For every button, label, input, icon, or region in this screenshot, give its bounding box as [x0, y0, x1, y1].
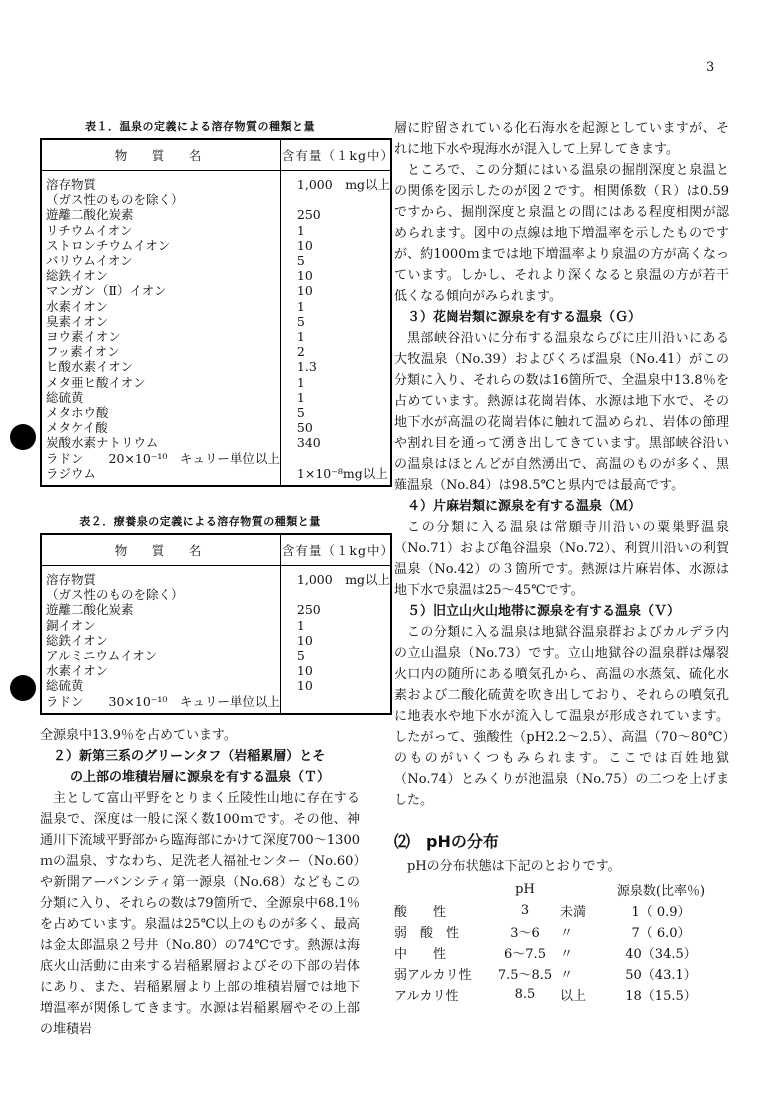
table1-header-name: 物 質 名: [41, 139, 280, 171]
left-paragraph-2: 主として富山平野をとりまく丘陵性山地に存在する温泉で、深度は一般に深く数100ｍです。その他、神通川下流域平野部から臨海部にかけて深度700〜1300ｍの温泉、すなわち、足洗老人福祉センター（No.60）や新開アーバンシティ第一源泉（No.68）などもこの分類に入り、それらの数は79箇所で、全源泉中68.1％を占めています。泉温は25℃以上のものが多く、最高は金太郎温泉２号井（No.80）の74℃です。熱源は海底火山活動に由来する岩稲累層およびその下部の岩体にあり、また、岩稲累層より上部の堆積岩層では地下増温率が関係してきます。水源は岩稲累層やその上部の堆積岩: [40, 790, 360, 1037]
ph-qualifier: 未満: [560, 905, 587, 920]
ph-header-cell: [560, 879, 606, 900]
ph-header-cell: pH: [515, 882, 535, 897]
section-5-heading: ５）旧立山火山地帯に源泉を有する温泉（Ｖ）: [407, 604, 681, 619]
ph-range: 6〜7.5: [504, 947, 546, 962]
ph-range: 8.5: [514, 987, 536, 1002]
table2: [40, 533, 392, 715]
ph-distribution-heading: ⑵ pHの分布: [394, 832, 499, 851]
ph-row: [394, 984, 716, 1005]
ph-row: [394, 942, 716, 963]
ph-count: 1（ 0.9）: [631, 905, 691, 920]
ph-category: 弱 酸 性: [394, 926, 460, 941]
ph-category: 酸 性: [394, 905, 447, 920]
ph-count: 40（34.5）: [625, 947, 697, 962]
ph-intro: pHの分布状態は下記のとおりです。: [407, 859, 621, 874]
right-column: [394, 118, 729, 1005]
right-paragraph-3: 黒部峡谷沿いに分布する温泉ならびに庄川沿いにある大牧温泉（No.39）およびくろば温泉（No.41）がこの分類に入り、それらの数は16箇所で、全温泉中13.8％を占めています。熱源は花崗岩体、水源は地下水で、その地下水が高温の花崗岩体に触れて温められ、岩体の節理や割れ目を通って湧き出してきています。黒部峡谷沿いの温泉はほとんどが自然湧出で、高温のものが多く、黒薙温泉（No.84）は98.5℃と県内では最高です。: [394, 331, 729, 493]
punch-hole: [10, 675, 36, 701]
ph-qualifier: 以上: [560, 989, 587, 1004]
table2-names: 溶存物質 （ガス性のものを除く） 遊離二酸化炭素 銅イオン 総鉄イオン アルミニウムイオン 水素イオン 総硫黄 ラドン 30×10⁻¹⁰ キュリー単位以上: [41, 566, 280, 714]
left-column: [40, 118, 394, 1040]
table1-values: 1,000 mg以上 250 1 10 5 10 10 1 5 1 2 1.3 1 1 5 50 340 1×10⁻⁸mg以上: [296, 177, 391, 481]
ph-qualifier: 〃: [560, 968, 574, 983]
ph-range: 3〜6: [510, 926, 540, 941]
ph-table-header: [394, 879, 716, 900]
ph-table: [394, 879, 716, 1005]
table2-header-name: 物 質 名: [41, 534, 280, 566]
right-paragraph-2: ところで、この分類にはいる温泉の掘削深度と泉温との関係を図示したのが図２です。相関係数（Ｒ）は0.59ですから、掘削深度と泉温との間にはある程度相関が認められます。図中の点線は地下増温率を示したものですが、約1000ｍまでは地下増温率より泉温の方が高くなっています。しかし、それより深くなると泉温の方が若干低くなる傾向がみられます。: [394, 163, 729, 304]
ph-row: [394, 900, 716, 921]
ph-qualifier: 〃: [560, 947, 574, 962]
ph-range: 3: [520, 903, 530, 918]
right-paragraph-5: この分類に入る温泉は地獄谷温泉群およびカルデラ内の立山温泉（No.73）です。立山地獄谷の温泉群は爆裂火口内の随所にある噴気孔から、高温の水蒸気、硫化水素および二酸化硫黄を吹き出しており、それらの噴気孔に地表水や地下水が流入して温泉が形成されています。したがって、強酸性（pH2.2〜2.5）、高温（70〜80℃）のものがいくつもみられます。ここでは百姓地獄（No.74）とみくりが池温泉（No.75）の二つを上げました。: [394, 625, 729, 808]
table2-values: 1,000 mg以上 250 1 10 5 10 10: [296, 572, 391, 694]
ph-qualifier: 〃: [560, 926, 574, 941]
left-paragraph-1: 全源泉中13.9％を占めています。: [40, 727, 237, 743]
table1-names: 溶存物質 （ガス性のものを除く） 遊離二酸化炭素 リチウムイオン ストロンチウムイオン バリウムイオン 総鉄イオン マンガン（Ⅱ）イオン 水素イオン 臭素イオン ヨウ素イオン フッ素イオン ヒ酸水素イオン メタ亜ヒ酸イオン 総硫黄 メタホウ酸 メタケイ酸 炭酸水素ナトリウム ラドン 20×10⁻¹⁰ キュリー単位以上 ラジウム: [41, 171, 280, 487]
ph-row: [394, 963, 716, 984]
ph-category: アルカリ性: [394, 989, 459, 1004]
table2-header-amount: 含有量（１kg中）: [280, 534, 391, 566]
ph-count: 7（ 6.0）: [631, 926, 691, 941]
table1-header-amount: 含有量（１kg中）: [280, 139, 391, 171]
ph-header-cell: [394, 879, 490, 900]
ph-header-cell: 源泉数(比率％): [616, 884, 706, 899]
ph-range: 7.5〜8.5: [497, 968, 553, 983]
section-4-heading: ４）片麻岩類に源泉を有する温泉（Ｍ）: [407, 499, 642, 514]
section-3-heading: ３）花崗岩類に源泉を有する温泉（Ｇ）: [407, 310, 642, 325]
table1-caption: 表１．温泉の定義による溶存物質の種類と量: [85, 120, 315, 133]
ph-category: 弱アルカリ性: [394, 968, 472, 983]
section-2-heading-line2: の上部の堆積岩層に源泉を有する温泉（Ｔ）: [69, 769, 330, 785]
ph-count: 18（15.5）: [625, 989, 697, 1004]
table2-caption: 表２．療養泉の定義による溶存物質の種類と量: [79, 515, 321, 529]
right-paragraph-1: 層に貯留されている化石海水を起源としていますが、それに地下水や現海水が混入して上昇してきます。: [394, 121, 729, 157]
ph-category: 中 性: [394, 947, 447, 962]
table1: [40, 138, 392, 487]
right-paragraph-4: この分類に入る温泉は常願寺川沿いの粟巣野温泉（No.71）および亀谷温泉（No.72）、利賀川沿いの利賀温泉（No.42）の３箇所です。熱源は片麻岩体、水源は地下水で泉温は25〜45℃です。: [394, 520, 729, 598]
page-number: 3: [706, 60, 715, 75]
ph-row: [394, 921, 716, 942]
punch-hole: [10, 424, 36, 450]
section-2-heading-line1: ２）新第三系のグリーンタフ（岩稲累層）とそ: [53, 748, 326, 764]
ph-count: 50（43.1）: [625, 968, 697, 983]
